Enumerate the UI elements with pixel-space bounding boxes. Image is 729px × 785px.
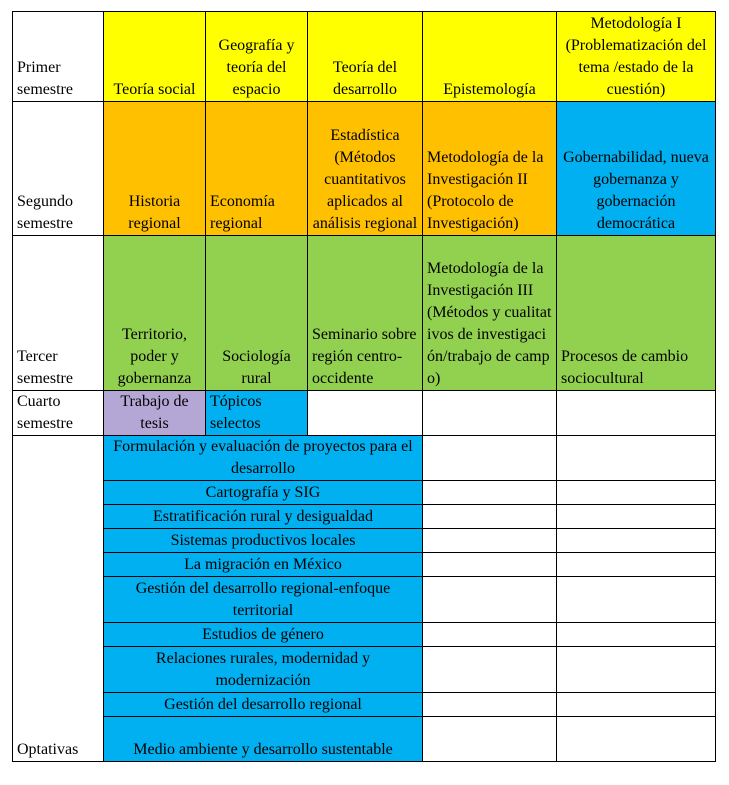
course-estadistica: Estadística (Métodos cuantitativos aplicados al análisis regional bbox=[308, 102, 423, 236]
course-teoria-desarrollo: Teoría del desarrollo bbox=[308, 12, 423, 102]
row-label-segundo: Segundo semestre bbox=[13, 102, 104, 236]
empty-cell bbox=[423, 436, 557, 481]
empty-cell bbox=[557, 481, 716, 505]
row-optativa bbox=[13, 693, 716, 717]
row-segundo-semestre bbox=[13, 102, 716, 236]
optativa-item: Formulación y evaluación de proyectos para el desarrollo bbox=[104, 436, 423, 481]
curriculum-table bbox=[12, 11, 716, 762]
row-optativa bbox=[13, 577, 716, 623]
optativa-item: Gestión del desarrollo regional bbox=[104, 693, 423, 717]
empty-cell bbox=[557, 577, 716, 623]
course-topicos-selectos: Tópicos selectos bbox=[206, 391, 308, 436]
row-cuarto-semestre bbox=[13, 391, 716, 436]
course-teoria-social: Teoría social bbox=[104, 12, 206, 102]
optativa-item: Sistemas productivos locales bbox=[104, 529, 423, 553]
empty-cell bbox=[423, 717, 557, 762]
row-optativa bbox=[13, 647, 716, 693]
course-metodologia-2: Metodología de la Investigación II (Protocolo de Investigación) bbox=[423, 102, 557, 236]
row-optativa bbox=[13, 623, 716, 647]
row-primer-semestre bbox=[13, 12, 716, 102]
empty-cell bbox=[557, 436, 716, 481]
empty-cell bbox=[557, 717, 716, 762]
optativa-item: Medio ambiente y desarrollo sustentable bbox=[104, 717, 423, 762]
empty-cell bbox=[423, 529, 557, 553]
optativa-item: Relaciones rurales, modernidad y modernización bbox=[104, 647, 423, 693]
row-optativa bbox=[13, 505, 716, 529]
course-procesos-cambio: Procesos de cambio sociocultural bbox=[557, 236, 716, 391]
optativa-item: Estratificación rural y desigualdad bbox=[104, 505, 423, 529]
empty-cell bbox=[423, 577, 557, 623]
empty-cell bbox=[557, 391, 716, 436]
empty-cell bbox=[423, 553, 557, 577]
course-metodologia-3: Metodología de la Investigación III (Métodos y cualitativos de investigación/trabajo de campo) bbox=[423, 236, 557, 391]
course-historia-regional: Historia regional bbox=[104, 102, 206, 236]
row-optativa bbox=[13, 717, 716, 762]
empty-cell bbox=[557, 693, 716, 717]
empty-cell bbox=[423, 623, 557, 647]
course-geografia: Geografía y teoría del espacio bbox=[206, 12, 308, 102]
course-territorio: Territorio, poder y gobernanza bbox=[104, 236, 206, 391]
empty-cell bbox=[423, 647, 557, 693]
empty-cell bbox=[423, 391, 557, 436]
optativa-item: La migración en México bbox=[104, 553, 423, 577]
empty-cell bbox=[423, 693, 557, 717]
empty-cell bbox=[423, 481, 557, 505]
course-trabajo-tesis: Trabajo de tesis bbox=[104, 391, 206, 436]
course-seminario-region: Seminario sobre región centro-occidente bbox=[308, 236, 423, 391]
course-sociologia-rural: Sociología rural bbox=[206, 236, 308, 391]
empty-cell bbox=[308, 391, 423, 436]
empty-cell bbox=[423, 505, 557, 529]
row-optativa bbox=[13, 529, 716, 553]
row-optativa bbox=[13, 436, 716, 481]
optativa-item: Gestión del desarrollo regional-enfoque territorial bbox=[104, 577, 423, 623]
row-label-tercer: Tercer semestre bbox=[13, 236, 104, 391]
optativa-item: Estudios de género bbox=[104, 623, 423, 647]
row-label-optativas: Optativas bbox=[13, 436, 104, 762]
empty-cell bbox=[557, 529, 716, 553]
row-label-primer: Primer semestre bbox=[13, 12, 104, 102]
empty-cell bbox=[557, 553, 716, 577]
row-optativa bbox=[13, 481, 716, 505]
course-epistemologia: Epistemología bbox=[423, 12, 557, 102]
course-metodologia-1: Metodología I (Problematización del tema /estado de la cuestión) bbox=[557, 12, 716, 102]
row-optativa bbox=[13, 553, 716, 577]
row-tercer-semestre bbox=[13, 236, 716, 391]
course-gobernabilidad: Gobernabilidad, nueva gobernanza y gobernación democrática bbox=[557, 102, 716, 236]
row-label-cuarto: Cuarto semestre bbox=[13, 391, 104, 436]
empty-cell bbox=[557, 623, 716, 647]
empty-cell bbox=[557, 505, 716, 529]
optativa-item: Cartografía y SIG bbox=[104, 481, 423, 505]
course-economia-regional: Economía regional bbox=[206, 102, 308, 236]
empty-cell bbox=[557, 647, 716, 693]
